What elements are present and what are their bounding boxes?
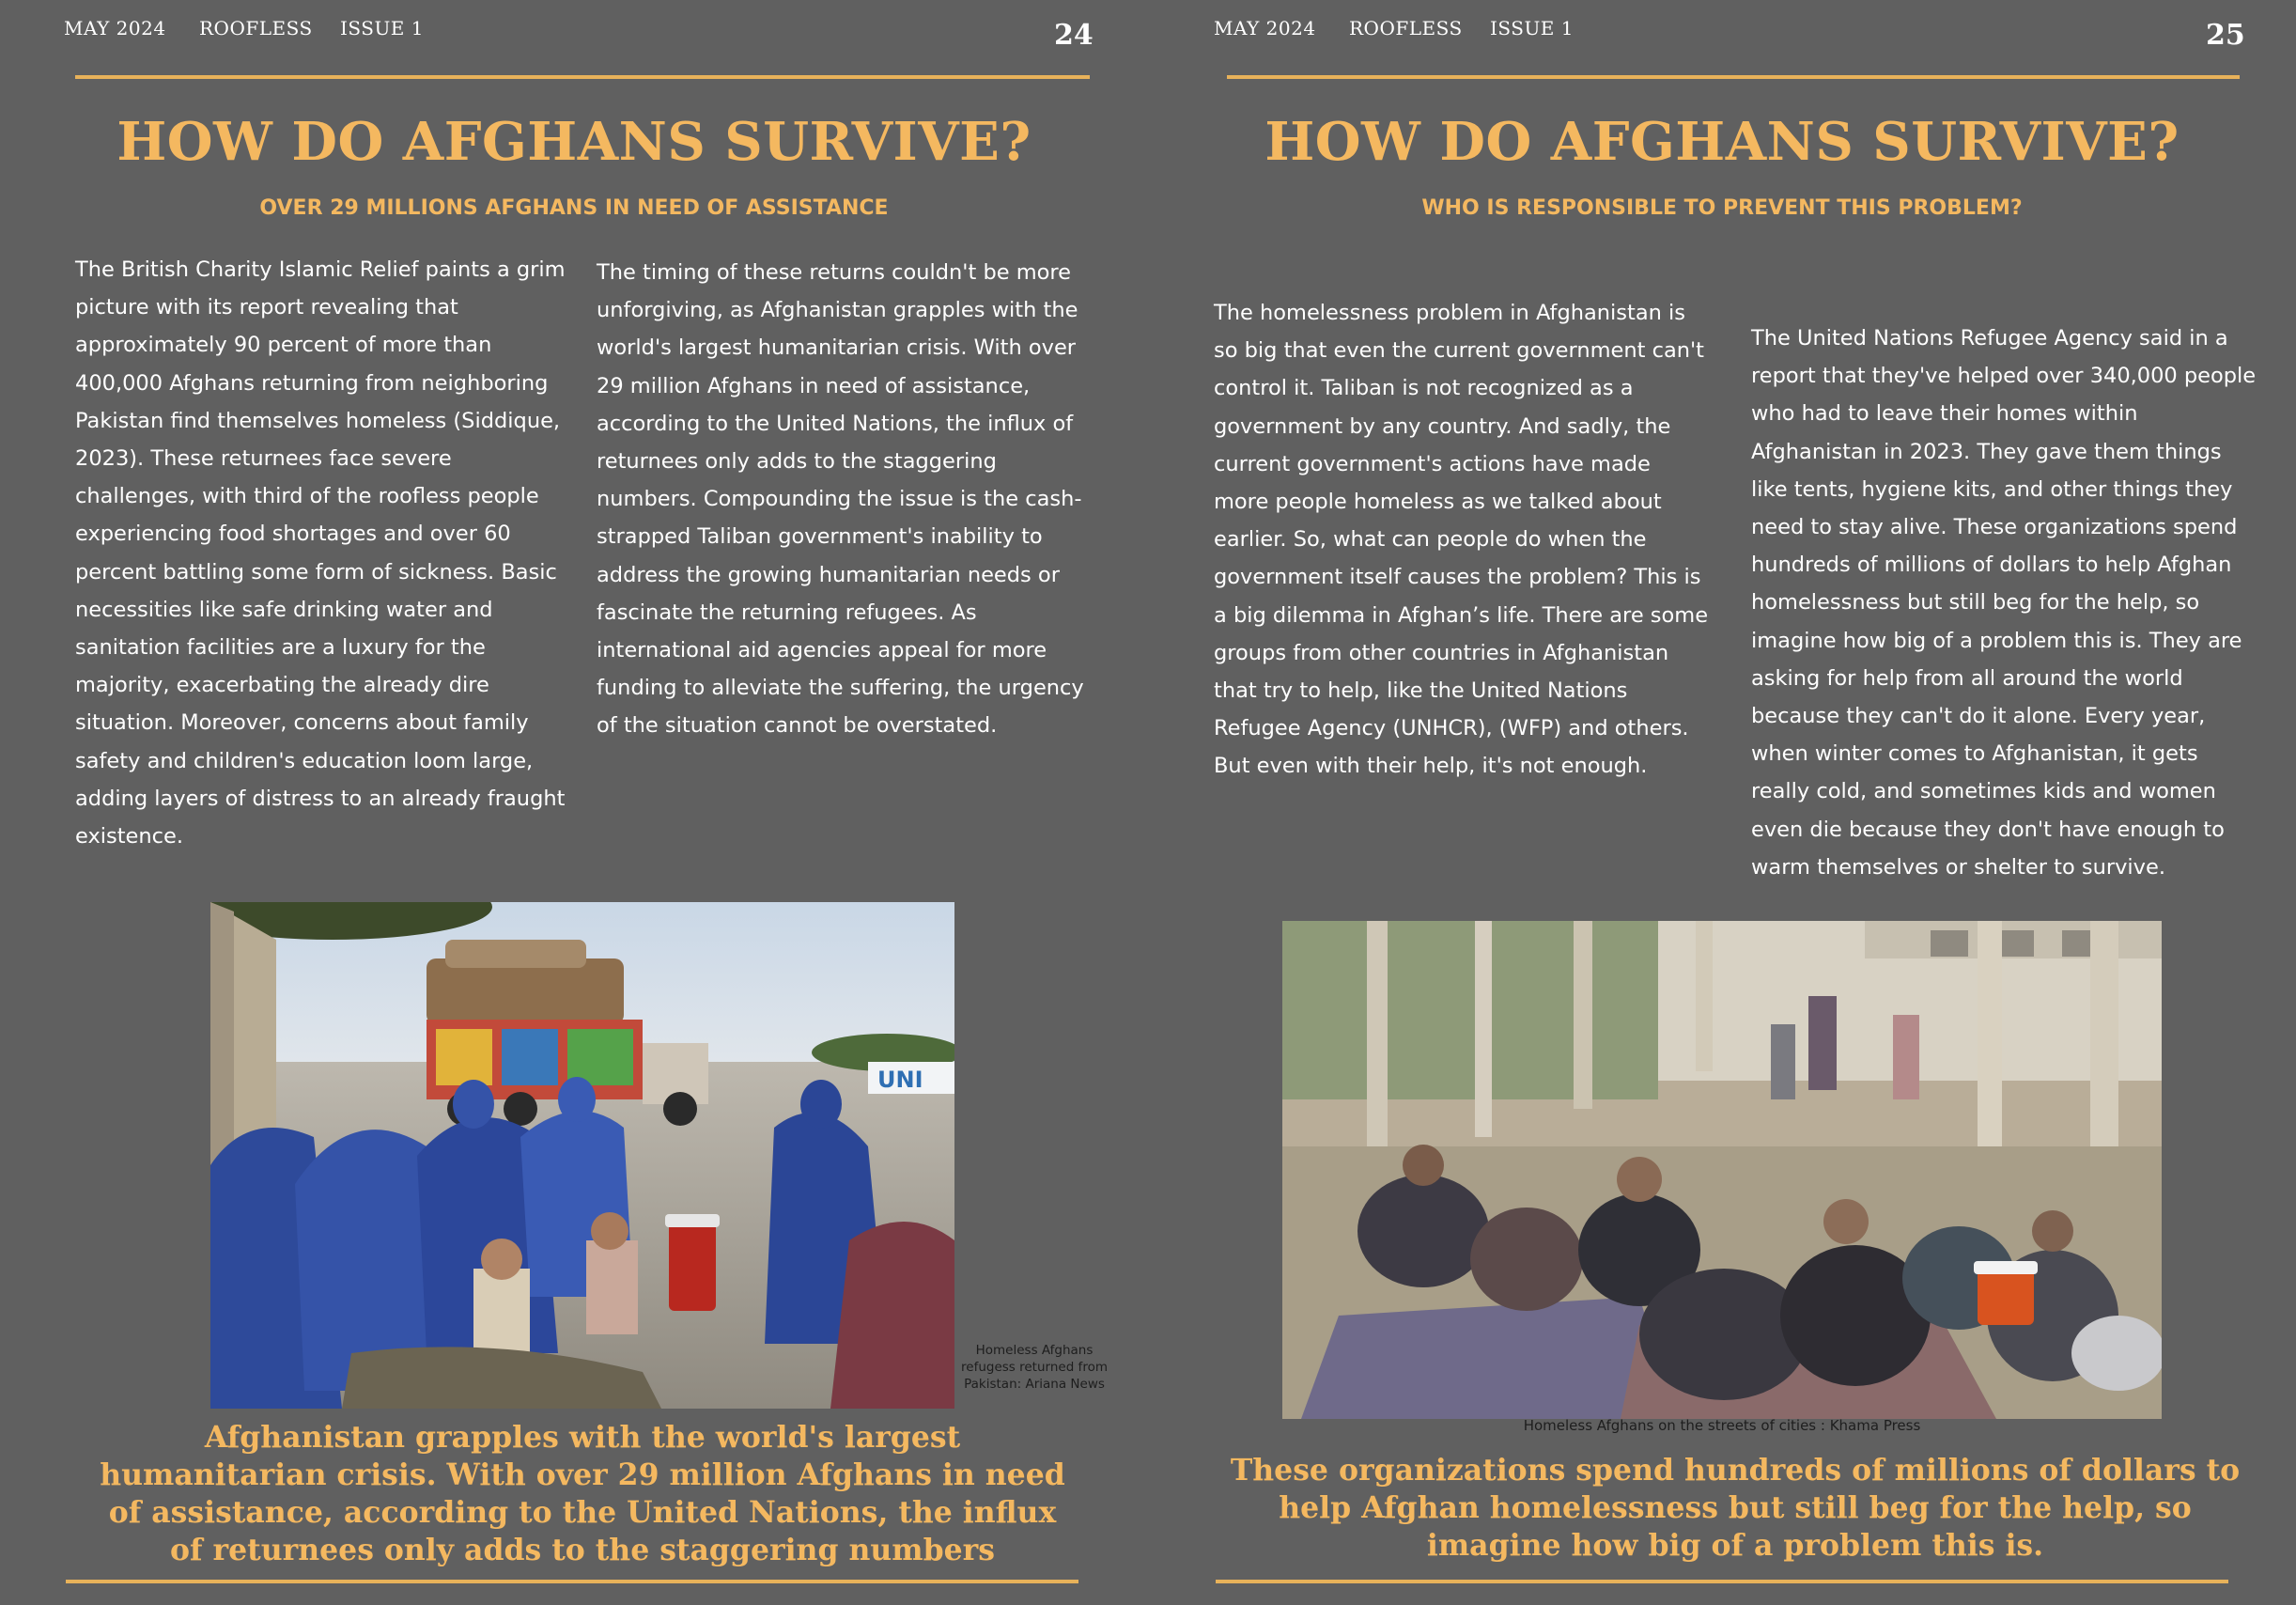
- pull-quote: These organizations spend hundreds of millions of dollars to help Afghan homelessness but still beg for the help, so imagine how big of a problem this is.: [1230, 1453, 2241, 1563]
- photo-caption: Homeless Afghans on the streets of cities : Khama Press: [1523, 1417, 1921, 1434]
- header-date: MAY 2024: [64, 17, 166, 39]
- footer-rule: [66, 1580, 1078, 1583]
- footer-rule: [1216, 1580, 2228, 1583]
- photo-caption: Homeless Afghans refugess returned from Pakistan: Ariana News: [961, 1343, 1108, 1392]
- header-rule: [1227, 75, 2240, 79]
- header-issue: ISSUE 1: [1490, 17, 1574, 39]
- article-column-1: The homelessness problem in Afghanistan is so big that even the current government can't control it. Taliban is not recognized as a government by any country. And sadly, the current government's actions have made more people homeless as we talked about earlier. So, what can people do when the government itself causes the problem? This is a big dilemma in Afghan’s life. There are some groups from other countries in Afghanistan that try to help, like the United Nations Refugee Agency (UNHCR), (WFP) and others. But even with their help, it's not enough.: [1214, 301, 1709, 779]
- page-title: HOW DO AFGHANS SURVIVE?: [1264, 111, 2180, 173]
- page-subtitle: OVER 29 MILLIONS AFGHANS IN NEED OF ASSISTANCE: [259, 196, 889, 220]
- un-sign-text: UNI: [877, 1067, 923, 1093]
- right-page: [1148, 0, 2296, 1605]
- article-column-2: The United Nations Refugee Agency said in a report that they've helped over 340,000 people who had to leave their homes within Afghanistan in 2023. They gave them things like tents, hygiene kits, and other things they need to stay alive. These organizations spend hundreds of millions of dollars to help Afghan homelessness but still beg for the help, so imagine how big of a problem this is. They are asking for help from all around the world because they can't do it alone. Every year, when winter comes to Afghanistan, it gets really cold, and sometimes kids and women even die because they don't have enough to warm themselves or shelter to survive.: [1751, 326, 2257, 880]
- header-issue: ISSUE 1: [340, 17, 424, 39]
- header-rule: [75, 75, 1090, 79]
- page-subtitle: WHO IS RESPONSIBLE TO PREVENT THIS PROBLEM?: [1421, 196, 2023, 220]
- article-column-2: The timing of these returns couldn't be more unforgiving, as Afghanistan grapples with the world's largest humanitarian crisis. With over 29 million Afghans in need of assistance, according to the United Nations, the influx of returnees only adds to the staggering numbers. Compounding the issue is the cash-strapped Taliban government's inability to address the growing humanitarian needs or fascinate the returning refugees. As international aid agencies appeal for more funding to alleviate the suffering, the urgency of the situation cannot be overstated.: [597, 260, 1084, 739]
- pull-quote: Afghanistan grapples with the world's largest humanitarian crisis. With over 29 million Afghans in need of assistance, according to the United Nations, the influx of returnees only adds to the staggering numbers: [100, 1420, 1065, 1567]
- page-title: HOW DO AFGHANS SURVIVE?: [116, 111, 1032, 173]
- header-magazine: ROOFLESS: [199, 17, 313, 39]
- street-families-photo: [1282, 921, 2162, 1419]
- article-column-1: The British Charity Islamic Relief paints a grim picture with its report revealing that approximately 90 percent of more than 400,000 Afghans returning from neighboring Pakistan find themselves homeless (Siddique, 2023). These returnees face severe challenges, with third of the roofless people experiencing food shortages and over 60 percent battling some form of sickness. Basic necessities like safe drinking water and sanitation facilities are a luxury for the majority, exacerbating the already dire situation. Moreover, concerns about family safety and children's education loom large, adding layers of distress to an already fraught existence.: [75, 257, 566, 849]
- header-date: MAY 2024: [1214, 17, 1316, 39]
- header-magazine: ROOFLESS: [1349, 17, 1463, 39]
- refugee-truck-photo: [210, 902, 954, 1409]
- page-number: 24: [1054, 19, 1094, 52]
- page-number: 25: [2206, 19, 2245, 52]
